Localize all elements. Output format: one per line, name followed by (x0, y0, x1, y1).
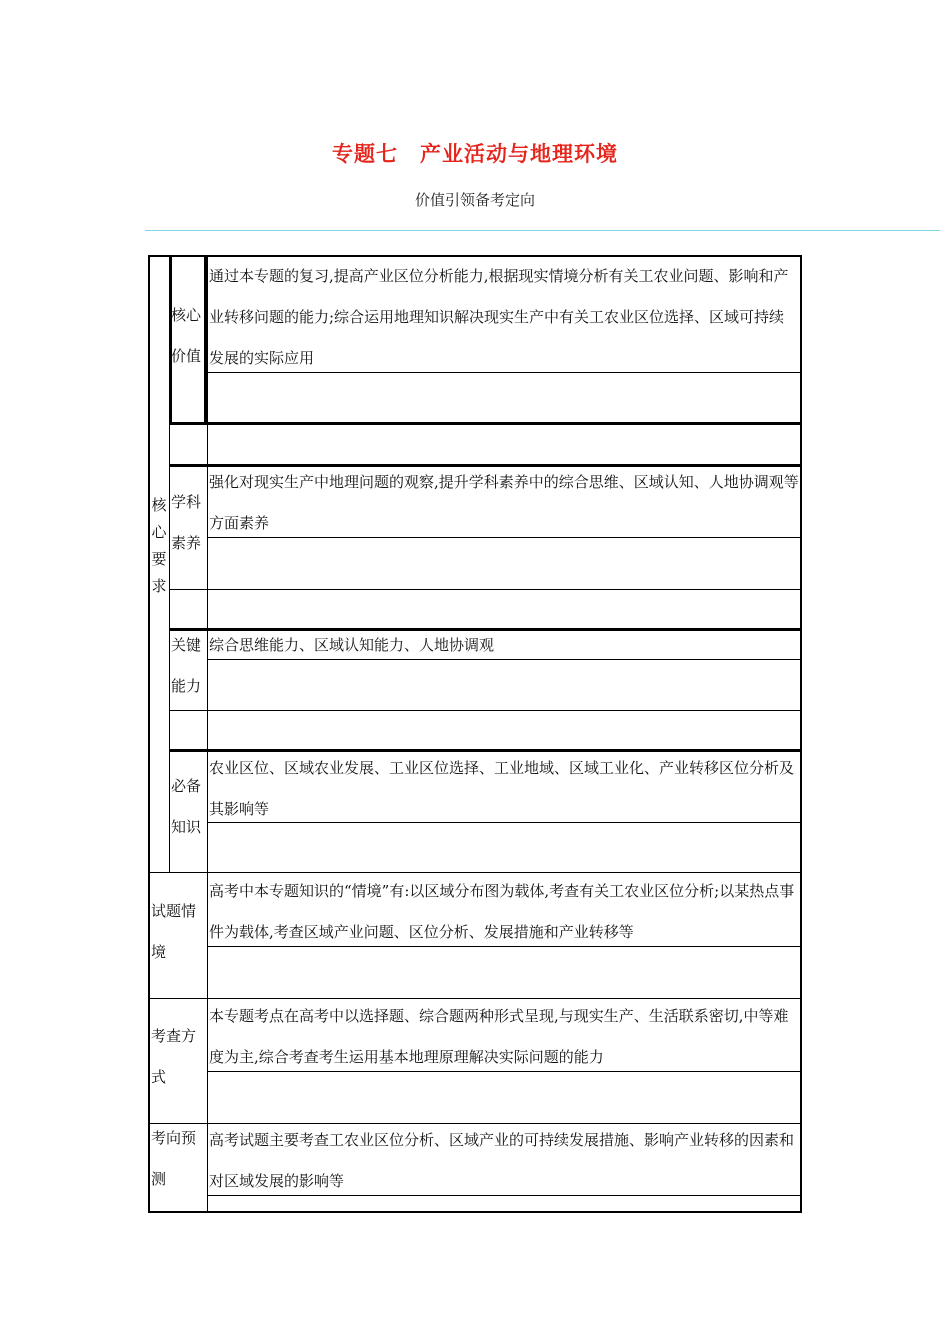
row-text-core-value: 通过本专题的复习,提高产业区位分析能力,根据现实情境分析有关工农业问题、影响和产业转移问题的能力;综合运用地理知识解决现实生产中有关工农业区位选择、区域可持续发展的实际应用 (209, 267, 789, 367)
row-label-core-value: 核心价值 (171, 306, 202, 365)
row-label-literacy: 学科素养 (171, 493, 202, 552)
row-text-method: 本专题考点在高考中以选择题、综合题两种形式呈现,与现实生产、生活联系密切,中等难度为主,综合考查考生运用基本地理原理解决实际问题的能力 (209, 1007, 789, 1066)
row-label-context: 试题情境 (151, 902, 197, 961)
row-text-context: 高考中本专题知识的“情境”有:以区域分布图为载体,考查有关工农业区位分析;以某热点事件为载体,考查区域产业问题、区位分析、发展措施和产业转移等 (209, 882, 795, 941)
header-divider (145, 230, 940, 231)
row-label-key-ability: 关键能力 (171, 636, 202, 695)
row-text-key-ability: 综合思维能力、区域认知能力、人地协调观 (209, 636, 495, 654)
row-divider (169, 589, 800, 590)
group-label-core-requirements: 核心要求 (151, 496, 167, 595)
row-label-knowledge: 必备知识 (171, 777, 202, 836)
row-label-forecast: 考向预测 (151, 1129, 197, 1188)
row-text-knowledge: 农业区位、区域农业发展、工业区位选择、工业地域、区域工业化、产业转移区位分析及其影响等 (209, 759, 795, 818)
label-column-divider (207, 257, 208, 1211)
row-text-forecast: 高考试题主要考查工农业区位分析、区域产业的可持续发展措施、影响产业转移的因素和对区域发展的影响等 (209, 1131, 795, 1190)
row-divider (169, 422, 800, 425)
row-text-literacy: 强化对现实生产中地理问题的观察,提升学科素养中的综合思维、区域认知、人地协调观等方面素养 (209, 473, 799, 532)
page-title: 专题七 产业活动与地理环境 (332, 142, 618, 166)
row-label-method: 考查方式 (151, 1027, 197, 1086)
page-subtitle: 价值引领备考定向 (414, 191, 535, 209)
row-divider (169, 710, 800, 711)
